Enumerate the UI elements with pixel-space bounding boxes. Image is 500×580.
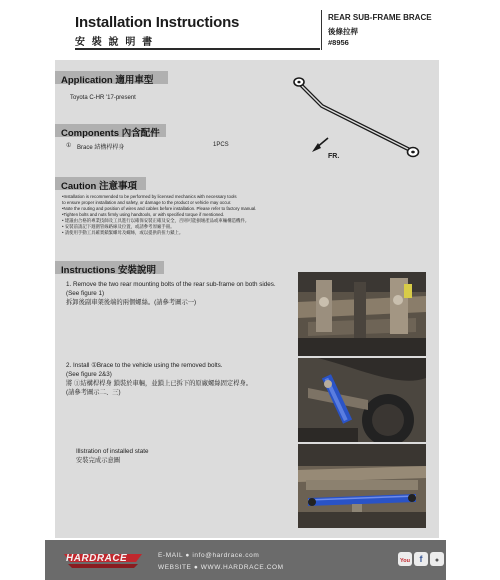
wechat-label: ●	[434, 557, 440, 564]
component-marker: ①	[66, 143, 72, 149]
step-1-text: (See figure 1)	[66, 290, 105, 297]
installed-state-caption: Illstration of installed state	[76, 448, 149, 455]
title-underline	[75, 48, 320, 50]
youtube-label: You	[400, 558, 410, 564]
page-title: Installation Instructions	[75, 14, 240, 31]
brace-diagram	[282, 72, 432, 172]
step-1-text-cn: 拆卸後副車架後端的兩個螺絲。(請參考圖示一)	[66, 299, 197, 306]
front-direction-arrow-icon	[312, 138, 328, 152]
component-name: Brace 結構桿桿身	[77, 145, 125, 151]
facebook-label: f	[419, 554, 423, 564]
step-2-text-cn: (請參考圖示二、三)	[66, 389, 121, 396]
facebook-icon[interactable]	[414, 552, 428, 566]
caution-line: • 請使用手動工具確實鎖緊螺母及螺絲，或以提供的扭力鎖上。	[62, 230, 184, 235]
figure-1-photo	[298, 272, 426, 356]
step-2-text-cn: 將 ①結構桿桿身 鎖裝於車輛，並鎖上已拆下的原廠螺絲固定桿身。	[66, 380, 253, 387]
caution-line: • 安裝前請記下週圍管線路線及位置，或請參考原廠手冊。	[62, 224, 175, 229]
footer-website[interactable]: WEBSITE ● WWW.HARDRACE.COM	[158, 564, 284, 571]
caution-line: to ensure proper installation and safety, or damage to the product or vehicle may occur.	[62, 200, 232, 205]
component-qty: 1PCS	[213, 142, 229, 148]
caution-line: •Tighten bolts and nuts firmly using handtools, or with specified torque if mentioned.	[62, 212, 225, 217]
footer-email[interactable]: E-MAIL ● info@hardrace.com	[158, 552, 260, 559]
vehicle-application: Toyota C-HR '17-present	[70, 95, 136, 101]
page-title-cn: 安 裝 說 明 書	[75, 37, 155, 48]
caution-line: •Installation is recommended to be performed by licensed mechanics with necessary tools	[62, 194, 237, 199]
components-heading: Components 內含配件	[61, 128, 160, 139]
product-name-cn: 後條拉桿	[328, 27, 358, 36]
header-divider	[321, 10, 322, 50]
caution-line: • 建議由合格的專業技師及工具進行以確保安裝正確及安全，否則可能損壞產品或車輛構造機件。	[62, 218, 250, 223]
figure-2-photo	[298, 358, 426, 442]
step-1-text: 1. Remove the two rear mounting bolts of the rear sub-frame on both sides.	[66, 281, 276, 288]
brace-drawing	[294, 78, 419, 157]
logo-text: HARDRACE	[66, 553, 128, 564]
wechat-icon[interactable]	[430, 552, 444, 566]
step-2-text: 2. Install ①Brace to the vehicle using the removed bolts.	[66, 362, 223, 369]
caution-line: •Note the routing and position of wires and cables before installation. Please refer to factory manual.	[62, 206, 257, 211]
direction-label: FR.	[328, 153, 340, 160]
instructions-heading: Instructions 安裝說明	[61, 265, 157, 276]
part-number: #8956	[328, 38, 349, 47]
figure-3-photo	[298, 444, 426, 528]
product-name: REAR SUB-FRAME BRACE	[328, 13, 432, 22]
application-heading: Application 適用車型	[61, 75, 154, 86]
step-2-text: (See figure 2&3)	[66, 371, 112, 378]
youtube-icon[interactable]	[398, 552, 412, 566]
installed-state-caption-cn: 安裝完成示意圖	[76, 457, 121, 464]
caution-heading: Caution 注意事項	[61, 181, 137, 192]
